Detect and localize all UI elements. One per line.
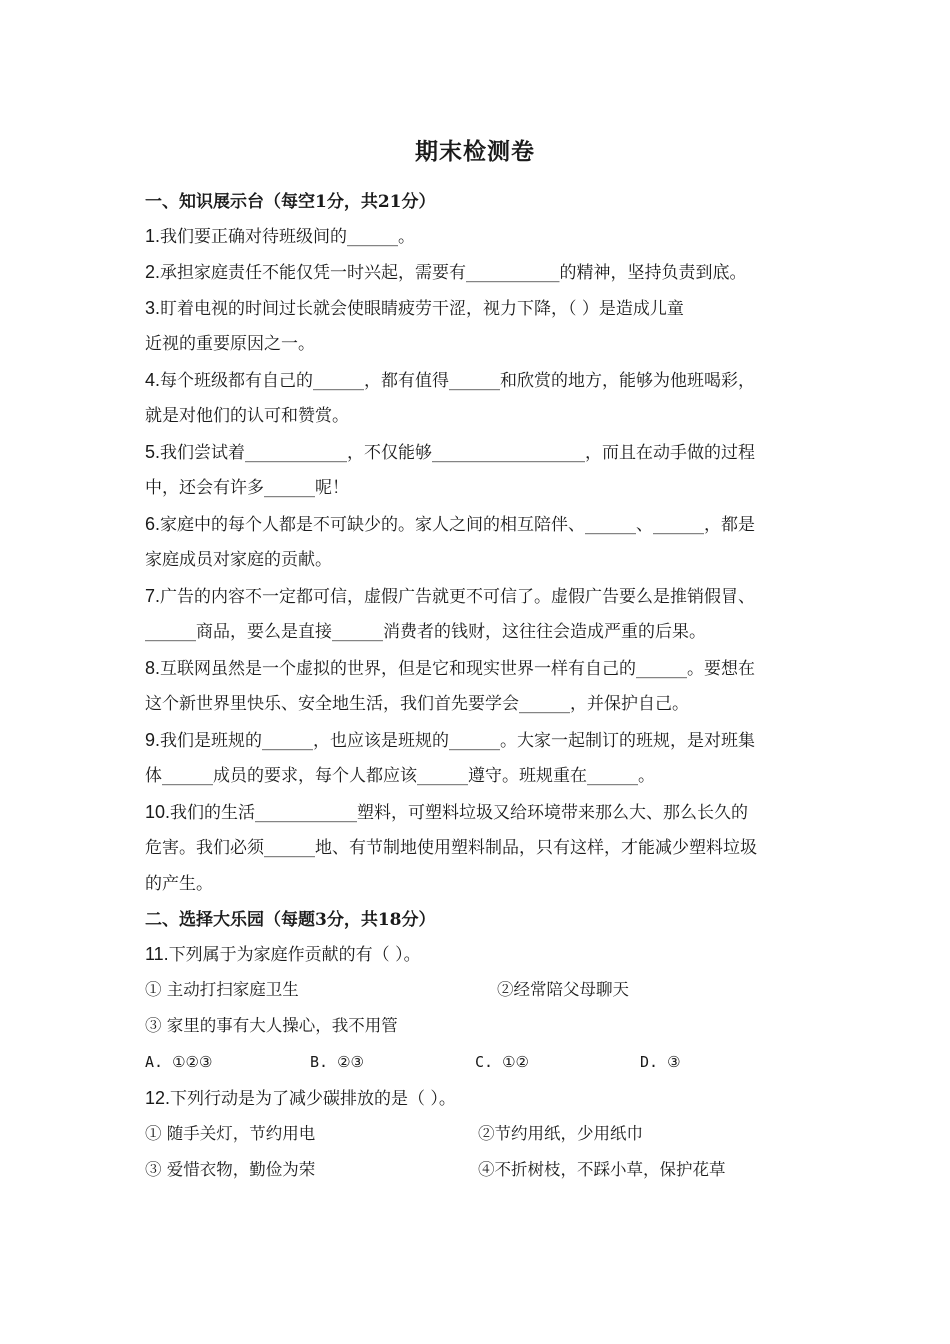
question-text: 危害。我们必须______地、有节制地使用塑料制品，只有这样，才能减少塑料垃圾 xyxy=(145,838,757,858)
question-number: 10. xyxy=(145,802,171,822)
question-text: 广告的内容不一定都可信，虚假广告就更不可信了。虚假广告要么是推销假冒、 xyxy=(160,587,756,607)
question-text: 就是对他们的认可和赞赏。 xyxy=(145,406,349,426)
choice-a: A. ①②③ xyxy=(145,1053,213,1071)
question-5 xyxy=(145,434,810,506)
page-title: 期末检测卷 xyxy=(415,138,535,165)
question-text: 盯着电视的时间过长就会使眼睛疲劳干涩，视力下降，（ ）是造成儿童 xyxy=(160,299,684,319)
question-line xyxy=(145,542,810,578)
question-7 xyxy=(145,578,810,650)
question-number: 4. xyxy=(145,370,161,390)
question-text: 家庭成员对家庭的贡献。 xyxy=(145,550,332,570)
option-3: ③ 爱惜衣物，勤俭为荣 xyxy=(145,1160,316,1179)
question-line xyxy=(145,1080,810,1116)
option-1: ① 随手关灯，节约用电 xyxy=(145,1124,316,1143)
question-10 xyxy=(145,794,810,902)
question-line xyxy=(145,470,810,506)
question-line xyxy=(145,830,810,866)
option-row xyxy=(145,1116,810,1152)
question-1 xyxy=(145,218,810,254)
question-8 xyxy=(145,650,810,722)
question-text: 我们是班规的______，也应该是班规的______。大家一起制订的班规，是对班集 xyxy=(160,731,756,751)
option-4: ④不折树枝，不踩小草，保护花草 xyxy=(478,1160,726,1179)
section-heading-1: 一、知识展示台（每空1分，共21分） xyxy=(145,192,436,212)
question-number: 12. xyxy=(145,1088,171,1108)
question-text: 我们的生活____________塑料，可塑料垃圾又给环境带来那么大、那么长久的 xyxy=(170,803,749,823)
question-11 xyxy=(145,936,810,972)
question-line xyxy=(145,758,810,794)
question-text: 近视的重要原因之一。 xyxy=(145,334,315,354)
question-number: 8. xyxy=(145,658,161,678)
exam-content xyxy=(145,186,810,1188)
question-line xyxy=(145,614,810,650)
question-3 xyxy=(145,290,810,362)
question-line xyxy=(145,218,810,254)
choice-c: C. ①② xyxy=(475,1053,529,1071)
question-number: 2. xyxy=(145,262,161,282)
option-1: ① 主动打扫家庭卫生 xyxy=(145,980,299,999)
question-number: 5. xyxy=(145,442,161,462)
question-line xyxy=(145,326,810,362)
question-line xyxy=(145,254,810,290)
question-12 xyxy=(145,1080,810,1116)
question-text: 家庭中的每个人都是不可缺少的。家人之间的相互陪伴、______、______，都是 xyxy=(160,515,756,535)
section-1-questions xyxy=(145,218,810,902)
question-text: 的产生。 xyxy=(145,874,213,894)
question-line xyxy=(145,398,810,434)
question-text: 这个新世界里快乐、安全地生活，我们首先要学会______，并保护自己。 xyxy=(145,694,689,714)
question-9 xyxy=(145,722,810,794)
question-line xyxy=(145,686,810,722)
option-row xyxy=(145,972,810,1008)
choice-d: D. ③ xyxy=(640,1053,681,1071)
question-number: 7. xyxy=(145,586,161,606)
question-text: 承担家庭责任不能仅凭一时兴起，需要有___________的精神，坚持负责到底。 xyxy=(160,263,747,283)
question-line xyxy=(145,290,810,326)
question-text: ______商品，要么是直接______消费者的钱财，这往往会造成严重的后果。 xyxy=(145,622,706,642)
question-text: 体______成员的要求，每个人都应该______遵守。班规重在______。 xyxy=(145,766,655,786)
question-4 xyxy=(145,362,810,434)
question-stem: 下列属于为家庭作贡献的有（ ）。 xyxy=(168,945,421,965)
question-text: 中，还会有许多______呢！ xyxy=(145,478,349,498)
question-number: 11. xyxy=(145,944,169,964)
question-line xyxy=(145,362,810,398)
question-2 xyxy=(145,254,810,290)
choice-b: B. ②③ xyxy=(310,1053,364,1071)
question-number: 6. xyxy=(145,514,161,534)
choice-row xyxy=(145,1044,810,1080)
option-3: ③ 家里的事有大人操心，我不用管 xyxy=(145,1016,398,1035)
question-line xyxy=(145,866,810,902)
option-2: ②节约用纸，少用纸巾 xyxy=(478,1124,643,1143)
question-line xyxy=(145,936,810,972)
question-text: 我们尝试着____________，不仅能够__________________，而且在动手做的过程 xyxy=(160,443,756,463)
question-6 xyxy=(145,506,810,578)
question-line xyxy=(145,434,810,470)
question-line xyxy=(145,794,810,830)
question-line xyxy=(145,722,810,758)
option-row xyxy=(145,1152,810,1188)
section-heading-2: 二、选择大乐园（每题3分，共18分） xyxy=(145,910,436,930)
question-text: 每个班级都有自己的______，都有值得______和欣赏的地方，能够为他班喝彩， xyxy=(160,371,756,391)
question-number: 9. xyxy=(145,730,161,750)
question-line xyxy=(145,650,810,686)
option-2: ②经常陪父母聊天 xyxy=(497,980,629,999)
question-text: 互联网虽然是一个虚拟的世界，但是它和现实世界一样有自己的______。要想在 xyxy=(160,659,756,679)
question-stem: 下列行动是为了减少碳排放的是（ ）。 xyxy=(170,1089,456,1109)
question-line xyxy=(145,506,810,542)
question-number: 1. xyxy=(145,226,161,246)
question-line xyxy=(145,578,810,614)
question-text: 我们要正确对待班级间的______。 xyxy=(160,227,416,247)
option-row xyxy=(145,1008,810,1044)
question-number: 3. xyxy=(145,298,161,318)
